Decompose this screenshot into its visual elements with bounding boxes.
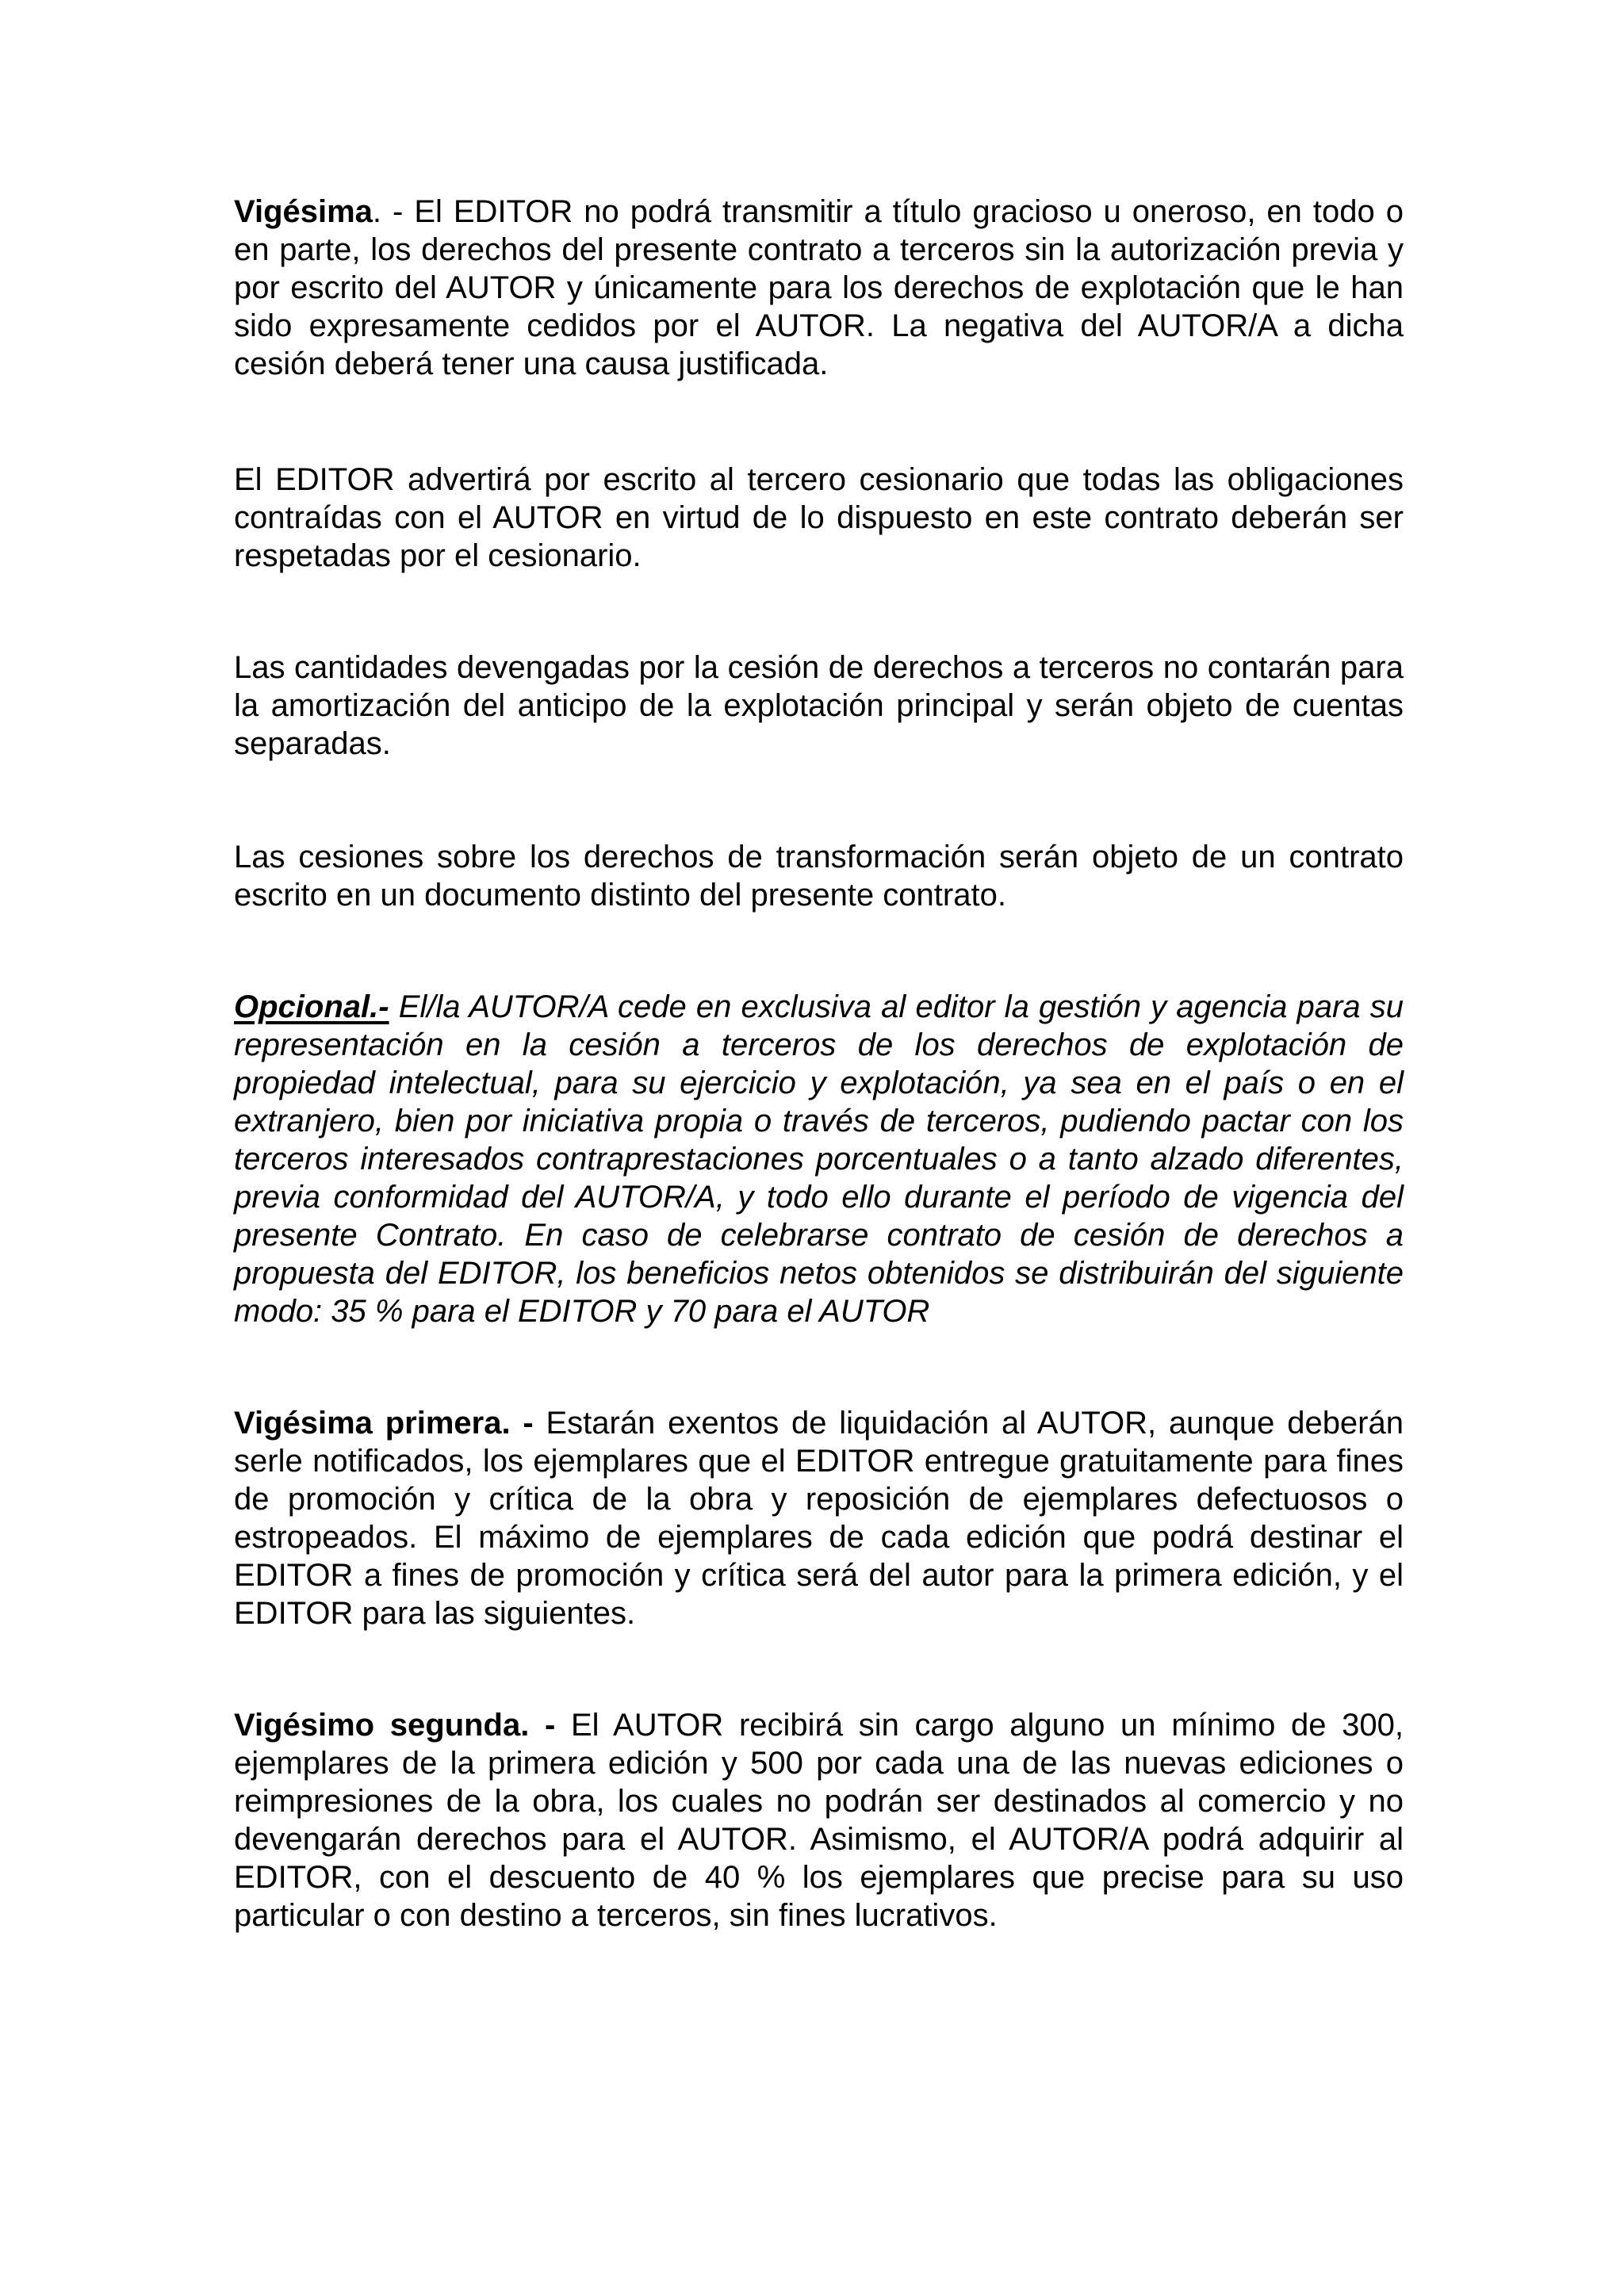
clause-text: El AUTOR recibirá sin cargo alguno un mínimo de 300, ejemplares de la primera edición y 500 por cada una de las nuevas ediciones o reimpresiones de la obra, los cuales no podrán ser destinados al comercio y no devengarán derechos para el AUTOR. Asimismo, el AUTOR/A podrá adquirir al EDITOR, con el descuento de 40 % los ejemplares que precise para su uso particular o con destino a terceros, sin fines lucrativos. bbox=[234, 1708, 1404, 1933]
paragraph-text: Las cantidades devengadas por la cesión de derechos a terceros no contarán para la amortización del anticipo de la explotación principal y serán objeto de cuentas separadas. bbox=[234, 650, 1404, 761]
paragraph-transformation-rights bbox=[234, 838, 1404, 914]
optional-label: Opcional.- bbox=[234, 989, 389, 1024]
paragraph-amounts bbox=[234, 649, 1404, 763]
clause-text: El/la AUTOR/A cede en exclusiva al editor la gestión y agencia para su representación en la cesión a terceros de los derechos de explotación de propiedad intelectual, para su ejercicio y explotación, ya sea en el país o en el extranjero, bien por iniciativa propia o través de terceros, pudiendo pactar con los terceros interesados contraprestaciones porcentuales o a tanto alzado diferentes, previa conformidad del AUTOR/A, y todo ello durante el período de vigencia del presente Contrato. En caso de celebrarse contrato de cesión de derechos a propuesta del EDITOR, los beneficios netos obtenidos se distribuirán del siguiente modo: 35 % para el EDITOR y 70 para el AUTOR bbox=[234, 989, 1404, 1329]
paragraph-editor-notice bbox=[234, 461, 1404, 575]
clause-heading: Vigésima bbox=[234, 194, 373, 229]
clause-vigesima-primera bbox=[234, 1404, 1404, 1632]
clause-opcional bbox=[234, 988, 1404, 1330]
clause-vigesimo-segunda bbox=[234, 1706, 1404, 1934]
clause-text: . - El EDITOR no podrá transmitir a título gracioso u oneroso, en todo o en parte, los derechos del presente contrato a terceros sin la autorización previa y por escrito del AUTOR y únicamente para los derechos de explotación que le han sido expresamente cedidos por el AUTOR. La negativa del AUTOR/A a dicha cesión deberá tener una causa justificada. bbox=[234, 194, 1404, 381]
paragraph-text: Las cesiones sobre los derechos de transformación serán objeto de un contrato escrito en un documento distinto del presente contrato. bbox=[234, 840, 1404, 913]
clause-vigesima bbox=[234, 193, 1404, 383]
paragraph-text: El EDITOR advertirá por escrito al tercero cesionario que todas las obligaciones contraídas con el AUTOR en virtud de lo dispuesto en este contrato deberán ser respetadas por el cesionario. bbox=[234, 462, 1404, 573]
clause-heading: Vigésimo segunda. - bbox=[234, 1708, 556, 1743]
clause-text: Estarán exentos de liquidación al AUTOR, aunque deberán serle notificados, los ejemplares que el EDITOR entregue gratuitamente para fines de promoción y crítica de la obra y reposición de ejemplares defectuosos o estropeados. El máximo de ejemplares de cada edición que podrá destinar el EDITOR a fines de promoción y crítica será del autor para la primera edición, y el EDITOR para las siguientes. bbox=[234, 1406, 1404, 1631]
clause-heading: Vigésima primera. - bbox=[234, 1406, 534, 1441]
